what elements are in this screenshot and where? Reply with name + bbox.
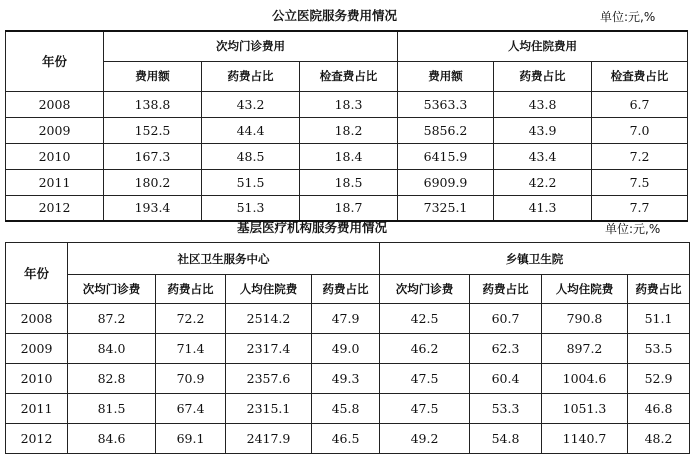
data-cell: 49.3: [312, 364, 380, 394]
data-cell: 7.7: [592, 195, 688, 221]
data-cell: 70.9: [156, 364, 226, 394]
data-cell: 53.5: [628, 334, 690, 364]
year-cell: 2011: [6, 394, 68, 424]
data-cell: 18.4: [300, 143, 398, 169]
data-cell: 897.2: [542, 334, 628, 364]
sub-header: 药费占比: [628, 275, 690, 304]
data-cell: 1004.6: [542, 364, 628, 394]
sub-header: 费用额: [104, 61, 202, 91]
data-cell: 54.8: [470, 424, 542, 454]
data-cell: 84.6: [68, 424, 156, 454]
group-header-inpatient: 人均住院费用: [398, 31, 688, 61]
sub-header: 次均门诊费: [380, 275, 470, 304]
table-row: [6, 394, 690, 424]
data-cell: 67.4: [156, 394, 226, 424]
data-cell: 6415.9: [398, 143, 494, 169]
data-cell: 46.2: [380, 334, 470, 364]
data-cell: 152.5: [104, 117, 202, 143]
data-cell: 71.4: [156, 334, 226, 364]
data-cell: 81.5: [68, 394, 156, 424]
data-cell: 41.3: [494, 195, 592, 221]
sub-header: 次均门诊费: [68, 275, 156, 304]
data-cell: 43.4: [494, 143, 592, 169]
year-cell: 2010: [6, 364, 68, 394]
data-cell: 5363.3: [398, 91, 494, 117]
data-cell: 46.8: [628, 394, 690, 424]
data-cell: 43.9: [494, 117, 592, 143]
table-row: [6, 334, 690, 364]
data-cell: 43.2: [202, 91, 300, 117]
year-cell: 2010: [6, 143, 104, 169]
data-cell: 7.5: [592, 169, 688, 195]
data-cell: 167.3: [104, 143, 202, 169]
sub-header: 费用额: [398, 61, 494, 91]
data-cell: 2357.6: [226, 364, 312, 394]
year-header: 年份: [6, 243, 68, 304]
table-row: [6, 304, 690, 334]
data-cell: 1051.3: [542, 394, 628, 424]
sub-header: 人均住院费: [226, 275, 312, 304]
sub-header: 药费占比: [470, 275, 542, 304]
sub-header: 药费占比: [156, 275, 226, 304]
data-cell: 138.8: [104, 91, 202, 117]
data-cell: 7.2: [592, 143, 688, 169]
data-cell: 2315.1: [226, 394, 312, 424]
year-cell: 2012: [6, 424, 68, 454]
data-cell: 45.8: [312, 394, 380, 424]
data-cell: 43.8: [494, 91, 592, 117]
primary-care-cost-table: [5, 242, 690, 454]
data-cell: 49.2: [380, 424, 470, 454]
data-cell: 52.9: [628, 364, 690, 394]
sub-header-row: [6, 275, 690, 304]
data-cell: 60.4: [470, 364, 542, 394]
data-cell: 790.8: [542, 304, 628, 334]
data-cell: 46.5: [312, 424, 380, 454]
data-cell: 87.2: [68, 304, 156, 334]
data-cell: 7325.1: [398, 195, 494, 221]
year-header: 年份: [6, 31, 104, 91]
year-cell: 2008: [6, 304, 68, 334]
data-cell: 5856.2: [398, 117, 494, 143]
table-row: [6, 364, 690, 394]
table1-unit: 单位:元,%: [600, 10, 656, 24]
sub-header: 人均住院费: [542, 275, 628, 304]
table1-title: 公立医院服务费用情况: [272, 8, 398, 23]
data-cell: 53.3: [470, 394, 542, 424]
table-row: [6, 143, 688, 169]
data-cell: 72.2: [156, 304, 226, 334]
data-cell: 18.5: [300, 169, 398, 195]
table-row: [6, 424, 690, 454]
data-cell: 42.2: [494, 169, 592, 195]
data-cell: 18.2: [300, 117, 398, 143]
table2-unit: 单位:元,%: [605, 222, 661, 236]
data-cell: 2417.9: [226, 424, 312, 454]
year-cell: 2008: [6, 91, 104, 117]
data-cell: 51.5: [202, 169, 300, 195]
sub-header: 药费占比: [494, 61, 592, 91]
year-cell: 2009: [6, 334, 68, 364]
data-cell: 47.5: [380, 394, 470, 424]
data-cell: 7.0: [592, 117, 688, 143]
year-cell: 2012: [6, 195, 104, 221]
data-cell: 180.2: [104, 169, 202, 195]
data-cell: 193.4: [104, 195, 202, 221]
table-row: [6, 117, 688, 143]
data-cell: 2514.2: [226, 304, 312, 334]
public-hospital-cost-table: [5, 30, 688, 222]
year-cell: 2009: [6, 117, 104, 143]
data-cell: 1140.7: [542, 424, 628, 454]
sub-header: 检查费占比: [592, 61, 688, 91]
data-cell: 82.8: [68, 364, 156, 394]
data-cell: 48.2: [628, 424, 690, 454]
data-cell: 51.3: [202, 195, 300, 221]
sub-header-row: [6, 61, 688, 91]
group-header-community: 社区卫生服务中心: [68, 243, 380, 275]
data-cell: 6.7: [592, 91, 688, 117]
table-row: [6, 91, 688, 117]
year-cell: 2011: [6, 169, 104, 195]
data-cell: 47.9: [312, 304, 380, 334]
data-cell: 2317.4: [226, 334, 312, 364]
sub-header: 检查费占比: [300, 61, 398, 91]
data-cell: 69.1: [156, 424, 226, 454]
data-cell: 18.3: [300, 91, 398, 117]
data-cell: 51.1: [628, 304, 690, 334]
sub-header: 药费占比: [312, 275, 380, 304]
group-header-township: 乡镇卫生院: [380, 243, 690, 275]
data-cell: 48.5: [202, 143, 300, 169]
table-row: [6, 169, 688, 195]
data-cell: 42.5: [380, 304, 470, 334]
data-cell: 44.4: [202, 117, 300, 143]
data-cell: 18.7: [300, 195, 398, 221]
table2-title: 基层医疗机构服务费用情况: [237, 220, 388, 235]
data-cell: 62.3: [470, 334, 542, 364]
data-cell: 84.0: [68, 334, 156, 364]
group-header-outpatient: 次均门诊费用: [104, 31, 398, 61]
data-cell: 60.7: [470, 304, 542, 334]
data-cell: 49.0: [312, 334, 380, 364]
sub-header: 药费占比: [202, 61, 300, 91]
data-cell: 47.5: [380, 364, 470, 394]
data-cell: 6909.9: [398, 169, 494, 195]
